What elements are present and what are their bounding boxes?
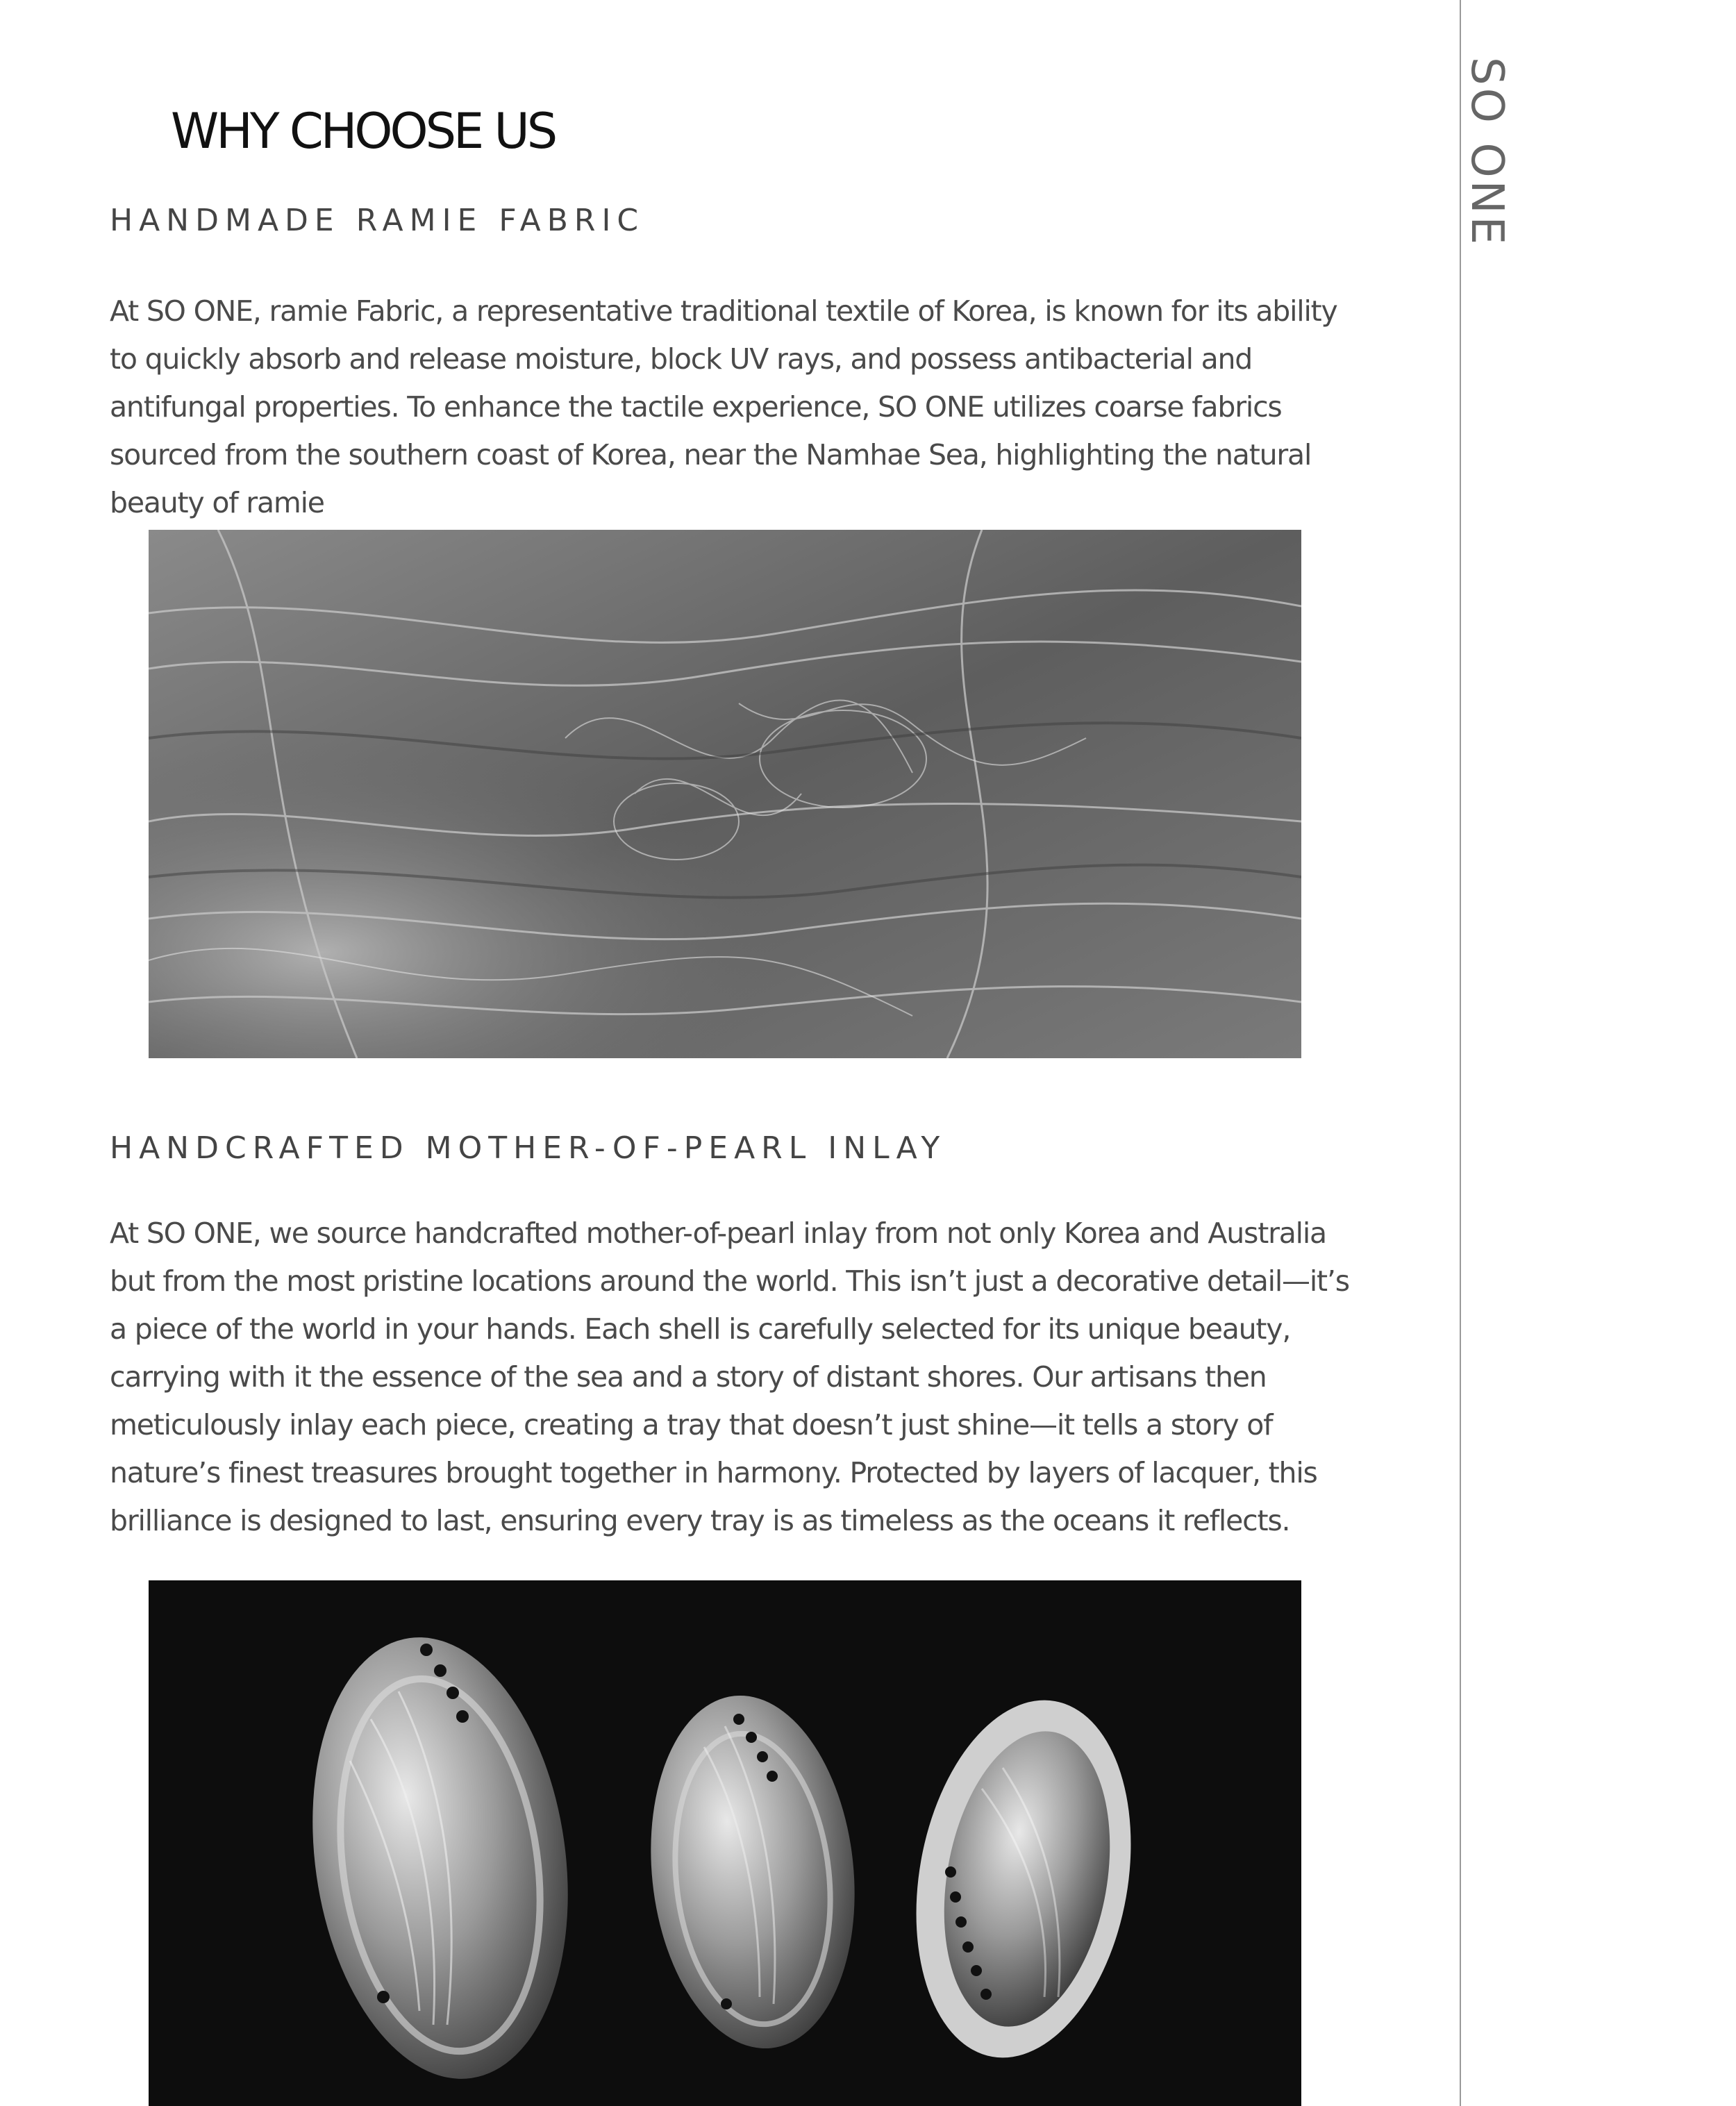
brand-label: SO ONE bbox=[1461, 57, 1512, 248]
section-heading-pearl: HANDCRAFTED MOTHER-OF-PEARL INLAY bbox=[110, 1130, 946, 1166]
section-body-pearl: At SO ONE, we source handcrafted mother-of-pearl inlay from not only Korea and Australia but from the most pristine locations around the world. This isn’t just a decorative detail—it’s a piece of the world in your hands. Each shell is carefully selected for its unique beauty, carrying with it the essence of the sea and a story of distant shores. Our artisans then meticulously inlay each piece, creating a tray that doesn’t just shine—it tells a story of nature’s finest treasures brought together in harmony. Protected by layers of lacquer, this brilliance is designed to last, ensuring every tray is as timeless as the oceans it reflects. bbox=[110, 1217, 1349, 1537]
page-title: WHY CHOOSE US bbox=[171, 103, 556, 160]
ramie-fiber-photo bbox=[149, 530, 1301, 1058]
abalone-shells-photo bbox=[149, 1580, 1301, 2106]
section-heading-ramie: HANDMADE RAMIE FABRIC bbox=[110, 203, 645, 238]
section-body-ramie: At SO ONE, ramie Fabric, a representative traditional textile of Korea, is known for its ability to quickly absorb and release moisture, block UV rays, and possess antibacterial and antifungal properties. To enhance the tactile experience, SO ONE utilizes coarse fabrics sourced from the southern coast of Korea, near the Namhae Sea, highlighting the natural beauty of ramie bbox=[110, 294, 1337, 519]
